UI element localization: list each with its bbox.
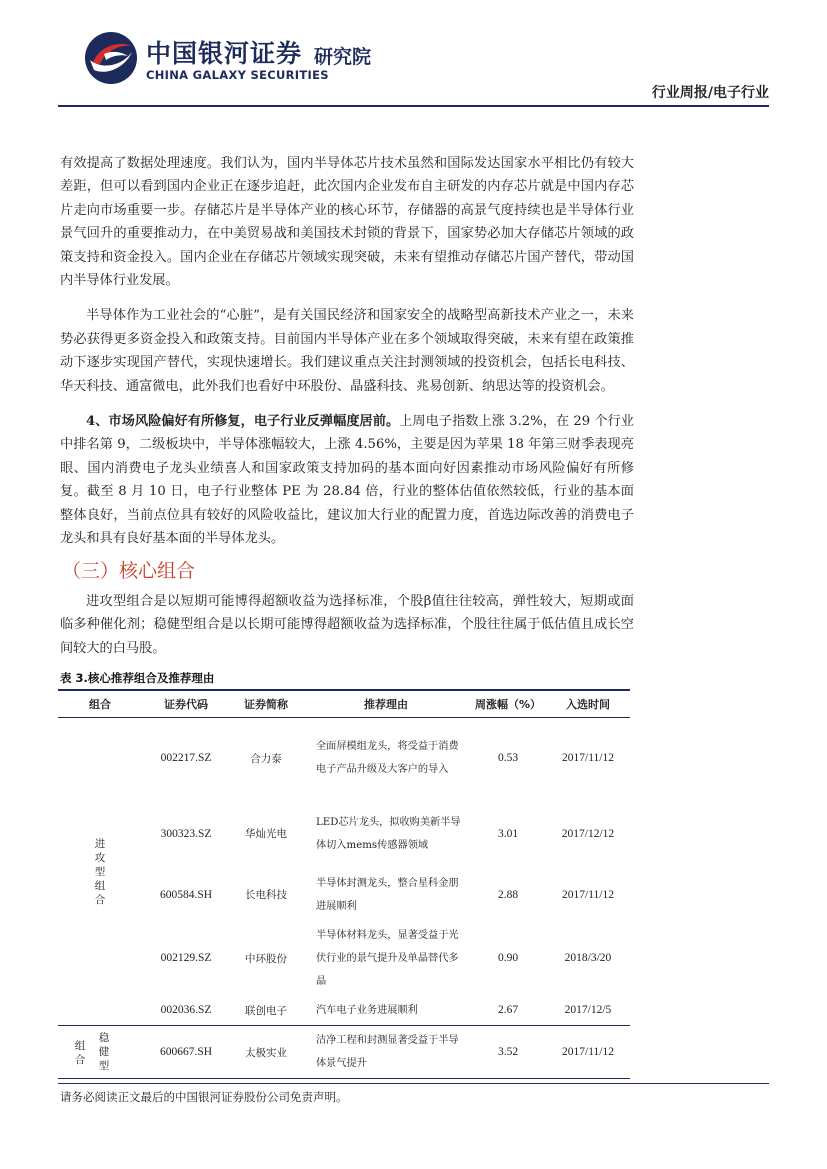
security-code: 002036.SZ [160,1004,212,1017]
weekly-change: 0.53 [497,752,519,765]
weekly-change: 2.88 [497,888,519,901]
security-code: 002129.SZ [160,952,212,964]
security-name: 华灿光电 [245,828,287,840]
portfolio-table [58,689,630,1079]
selection-date: 2017/11/12 [546,1026,630,1079]
group-label: 进攻型组合 [94,837,106,906]
security-name: 中环股份 [245,952,287,965]
group-cell-stable [58,1026,142,1079]
column-header: 周涨幅（%） [470,690,546,718]
body-content [60,152,634,551]
footer-divider [58,1083,769,1084]
security-code: 300323.SZ [160,827,212,840]
security-name: 联创电子 [245,1004,287,1017]
body-content-2 [60,590,634,660]
table-row [58,718,630,799]
weekly-change: 3.52 [470,1026,546,1079]
document-type: 行业周报/电子行业 [651,85,769,101]
table-row [58,921,630,996]
brand-name-en: CHINA GALAXY SECURITIES [146,68,329,82]
table-row [58,799,630,869]
recommend-reason: 半导体封测龙头，整合星科金朋进展顺利 [316,877,459,912]
weekly-change: 0.90 [497,952,519,964]
security-code: 002217.SZ [160,752,212,765]
selection-date: 2017/11/12 [562,888,614,901]
table-caption: 表 3.核心推荐组合及推荐理由 [60,671,215,685]
column-header: 入选时间 [546,690,630,718]
security-name: 合力泰 [250,752,282,765]
paragraph-4: 进攻型组合是以短期可能博得超额收益为选择标准，个股β值往往较高，弹性较大，短期或面临多种催化剂；稳健型组合是以长期可能博得超额收益为选择标准，个股往往属于低估值且成长空间较大的白马股。 [60,594,634,656]
security-name: 太极实业 [230,1026,302,1079]
paragraph-3-lead: 4、市场风险偏好有所修复，电子行业反弹幅度居前。 [86,414,400,430]
selection-date: 2017/12/12 [561,827,615,840]
selection-date: 2018/3/20 [564,952,612,964]
paragraph-2: 半导体作为工业社会的“心脏”，是有关国民经济和国家安全的战略型高新技术产业之一，未来势必获得更多资金投入和政策支持。目前国内半导体产业在多个领域取得突破，未来有望在政策推动下逐步实现国产替代，实现快速增长。我们建议重点关注封测领域的投资机会，包括长电科技、华天科技、通富微电，此外我们也看好中环股份、晶盛科技、兆易创新、纳思达等的投资机会。 [60,308,634,394]
group-label: 组合 [74,1040,86,1066]
weekly-change: 2.67 [497,1004,519,1017]
group-label: 稳健型 [98,1032,110,1072]
brand-institute: 研究院 [314,46,372,68]
paragraph-3-text: 上周电子指数上涨 3.2%，在 29 个行业中排名第 9，二级板块中，半导体涨幅较大，上涨 4.56%，主要是因为苹果 18 年第三财季表现亮眼、国内消费电子龙头业绩喜人和国家政策支持加码的基本面向好因素推动市场风险偏好有所修复。截至 8 月 10 日，电子行业整体 PE 为 28.84 倍，行业的整体估值依然较低，行业的基本面整体良好，当前点位具有较好的风险收益比，建议加大行业的配置力度，首选边际改善的消费电子龙头和具有良好基本面的半导体龙头。 [60,414,634,547]
recommend-reason: 全面屏模组龙头，将受益于消费电子产品升级及大客户的导入 [316,741,459,776]
brand-name-cn: 中国银河证券 [146,39,303,68]
recommend-reason: 汽车电子业务进展顺利 [316,1004,418,1016]
recommend-reason: 洁净工程和封测显著受益于半导体景气提升 [302,1026,470,1079]
table-row [58,869,630,921]
security-code: 600667.SH [142,1026,230,1079]
paragraph-1: 有效提高了数据处理速度。我们认为，国内半导体芯片技术虽然和国际发达国家水平相比仍有较大差距，但可以看到国内企业正在逐步追赶，此次国内企业发布自主研发的内存芯片就是中国内存芯片走向市场重要一步。存储芯片是半导体产业的核心环节，存储器的高景气度持续也是半导体行业景气回升的重要推动力，在中美贸易战和美国技术封锁的背景下，国家势必加大存储芯片领域的政策支持和资金投入。国内企业在存储芯片领域实现突破，未来有望推动存储芯片国产替代，带动国内半导体行业发展。 [60,156,634,289]
company-logo [82,28,382,88]
section-title: （三）核心组合 [62,560,196,582]
table-row [58,996,630,1026]
table-header-row [58,690,630,718]
column-header: 证券代码 [142,690,230,718]
selection-date: 2017/12/5 [564,1004,612,1017]
security-name: 长电科技 [245,889,287,901]
header-divider [58,105,769,107]
column-header: 推荐理由 [302,690,470,718]
column-header: 证券简称 [230,690,302,718]
selection-date: 2017/11/12 [562,752,614,765]
security-code: 600584.SH [159,888,213,901]
paragraph-3 [60,410,634,550]
group-cell-aggressive [58,718,142,1026]
footer-disclaimer: 请务必阅读正文最后的中国银河证券股份公司免责声明。 [60,1090,348,1104]
galaxy-logo-icon [82,30,140,86]
table-row [58,1026,630,1079]
recommend-reason: LED芯片龙头，拟收购美新半导体切入mems传感器领域 [316,816,461,851]
weekly-change: 3.01 [497,827,519,840]
recommend-reason: 半导体材料龙头，显著受益于光伏行业的景气提升及单晶替代多晶 [316,929,459,987]
column-header: 组合 [58,690,142,718]
